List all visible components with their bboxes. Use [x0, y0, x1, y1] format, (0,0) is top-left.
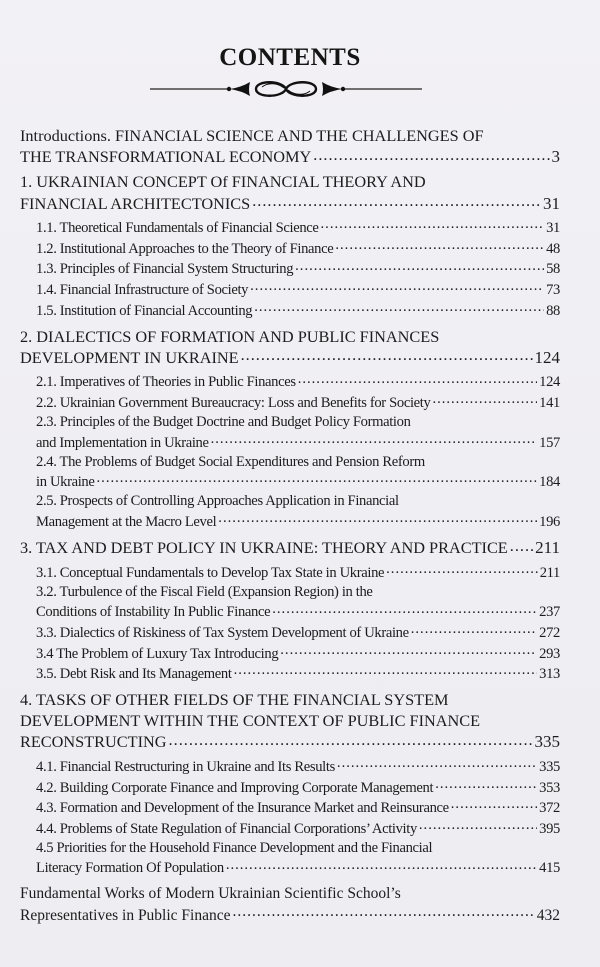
- toc-entry-introduction[interactable]: [20, 125, 560, 167]
- page-number: 335: [534, 732, 560, 752]
- toc-entry-section-4-5[interactable]: [20, 839, 560, 879]
- toc-entry-section-2-2[interactable]: [20, 392, 560, 413]
- dot-leader: [295, 259, 544, 274]
- entry-title-line: and Implementation in Ukraine: [36, 434, 209, 451]
- entry-title-line: DEVELOPMENT WITHIN THE CONTEXT OF PUBLIC FINANCE: [20, 711, 481, 731]
- entry-title-line: Fundamental Works of Modern Ukrainian Scientific School’s: [20, 885, 401, 903]
- page-number: 335: [539, 758, 560, 775]
- dot-leader: [280, 643, 537, 658]
- dot-leader: [250, 279, 544, 294]
- dot-leader: [252, 192, 541, 208]
- toc-entry-section-4-3[interactable]: [20, 798, 560, 819]
- page-number: 196: [539, 513, 560, 530]
- entry-title-line: RECONSTRUCTING: [20, 732, 167, 752]
- toc-entry-chapter-4[interactable]: [20, 689, 560, 752]
- page-number: 31: [543, 193, 560, 213]
- toc-entry-section-4-2[interactable]: [20, 777, 560, 798]
- entry-title-line: 4.5 Priorities for the Household Finance Development and the Financial: [36, 839, 433, 856]
- entry-title: 1.3. Principles of Financial System Structuring: [36, 261, 294, 278]
- page-number: 415: [539, 860, 560, 877]
- entry-title-line: 3.2. Turbulence of the Fiscal Field (Expansion Region) in the: [36, 583, 373, 600]
- dot-leader: [226, 858, 537, 873]
- page-number: 124: [534, 347, 560, 367]
- toc-entry-section-1-2[interactable]: [20, 238, 560, 259]
- entry-title: 4.1. Financial Restructuring in Ukraine and Its Results: [36, 758, 335, 775]
- page-number: 157: [539, 434, 560, 451]
- dot-leader: [321, 218, 545, 233]
- page-number: 211: [539, 564, 560, 581]
- page-number: 272: [539, 624, 560, 641]
- toc-entry-chapter-3[interactable]: [20, 537, 560, 558]
- toc-entry-section-3-4[interactable]: [20, 643, 560, 664]
- page-number: 141: [539, 395, 560, 412]
- page-number: 58: [546, 261, 560, 278]
- page-number: 293: [539, 645, 560, 662]
- entry-title-line: Management at the Macro Level: [36, 513, 217, 530]
- dot-leader: [97, 472, 538, 487]
- entry-title: 3.4 The Problem of Luxury Tax Introducing: [36, 645, 279, 662]
- page-number: 3: [551, 147, 560, 167]
- entry-title: 4.3. Formation and Development of the Insurance Market and Reinsurance: [36, 800, 449, 817]
- entry-title: 3.5. Debt Risk and Its Management: [36, 666, 232, 683]
- entry-title: 3.3. Dialectics of Riskiness of Tax System Development of Ukraine: [36, 624, 409, 641]
- entry-title-line: 3. TAX AND DEBT POLICY IN UKRAINE: THEORY AND PRACTICE: [20, 538, 508, 558]
- dot-leader: [233, 904, 535, 920]
- page-number: 124: [539, 374, 560, 391]
- toc-entry-section-4-4[interactable]: [20, 818, 560, 839]
- dot-leader: [218, 511, 537, 526]
- dot-leader: [313, 146, 549, 162]
- entry-title: 1.1. Theoretical Fundamentals of Financial Science: [36, 220, 319, 237]
- entry-title-line: THE TRANSFORMATIONAL ECONOMY: [20, 147, 312, 167]
- entry-title-line: Conditions of Instability In Public Finance: [36, 604, 271, 621]
- toc-entry-section-2-4[interactable]: [20, 453, 560, 493]
- dot-leader: [241, 347, 533, 363]
- page-number: 184: [539, 474, 560, 491]
- page-number: 31: [546, 220, 560, 237]
- entry-title: 2.2. Ukrainian Government Bureaucracy: Loss and Benefits for Society: [36, 395, 431, 412]
- toc-entry-chapter-1[interactable]: [20, 171, 560, 213]
- entry-title: 4.2. Building Corporate Finance and Improving Corporate Management: [36, 779, 434, 796]
- page-number: 88: [546, 302, 560, 319]
- toc-entry-section-1-4[interactable]: [20, 279, 560, 300]
- toc-entry-section-3-1[interactable]: [20, 562, 560, 583]
- dot-leader: [272, 602, 537, 617]
- toc-entry-section-3-2[interactable]: [20, 583, 560, 623]
- dot-leader: [169, 731, 533, 747]
- entry-title-line: 2.4. The Problems of Budget Social Expenditures and Pension Reform: [36, 453, 425, 470]
- page-number: 353: [539, 779, 560, 796]
- entry-title: 1.4. Financial Infrastructure of Society: [36, 281, 249, 298]
- dot-leader: [298, 372, 537, 387]
- page-number: 237: [539, 604, 560, 621]
- entry-title: 3.1. Conceptual Fundamentals to Develop Tax State in Ukraine: [36, 564, 385, 581]
- entry-title-line: DEVELOPMENT IN UKRAINE: [20, 347, 239, 367]
- page-number: 432: [536, 906, 560, 924]
- toc-entry-section-1-3[interactable]: [20, 259, 560, 280]
- dot-leader: [337, 756, 537, 771]
- entry-title-line: Representatives in Public Finance: [20, 906, 231, 924]
- dot-leader: [432, 392, 537, 407]
- page-number: 73: [546, 281, 560, 298]
- toc-entry-section-1-1[interactable]: [20, 218, 560, 239]
- entry-title-line: 1. UKRAINIAN CONCEPT Of FINANCIAL THEORY AND: [20, 172, 426, 192]
- entry-title-line: Introductions. FINANCIAL SCIENCE AND THE CHALLENGES OF: [20, 126, 484, 145]
- entry-title-line: 2.5. Prospects of Controlling Approaches Application in Financial: [36, 493, 399, 510]
- toc-entry-section-1-5[interactable]: [20, 300, 560, 321]
- toc-entry-section-4-1[interactable]: [20, 756, 560, 777]
- entry-title: 1.2. Institutional Approaches to the Theory of Finance: [36, 240, 334, 257]
- dot-leader: [386, 562, 538, 577]
- dot-leader: [435, 777, 537, 792]
- page-number: 395: [539, 820, 560, 837]
- dot-leader: [335, 238, 544, 253]
- dot-leader: [510, 537, 533, 553]
- entry-title-line: 4. TASKS OF OTHER FIELDS OF THE FINANCIAL SYSTEM: [20, 690, 449, 710]
- page-number: 48: [546, 240, 560, 257]
- entry-title-line: in Ukraine: [36, 474, 95, 491]
- entry-title: 4.4. Problems of State Regulation of Financial Corporations’ Activity: [36, 820, 417, 837]
- page-number: 313: [539, 666, 560, 683]
- entry-title-line: FINANCIAL ARCHITECTONICS: [20, 193, 251, 213]
- toc-entry-section-3-3[interactable]: [20, 622, 560, 643]
- toc-entry-appendix[interactable]: [20, 883, 560, 926]
- dot-leader: [411, 622, 537, 637]
- entry-title: 2.1. Imperatives of Theories in Public Finances: [36, 374, 296, 391]
- entry-title-line: Literacy Formation Of Population: [36, 860, 224, 877]
- dot-leader: [211, 432, 538, 447]
- toc-entry-section-2-1[interactable]: [20, 372, 560, 393]
- dot-leader: [234, 664, 538, 679]
- entry-title: 1.5. Institution of Financial Accounting: [36, 302, 253, 319]
- page-number: 211: [535, 538, 560, 558]
- dot-leader: [419, 818, 537, 833]
- toc-entry-chapter-2[interactable]: [20, 326, 560, 368]
- flourish-divider-icon: [150, 78, 422, 100]
- table-of-contents: [20, 125, 560, 930]
- dot-leader: [451, 798, 537, 813]
- toc-entry-section-3-5[interactable]: [20, 664, 560, 685]
- page-title: CONTENTS: [219, 44, 361, 71]
- page-number: 372: [539, 800, 560, 817]
- dot-leader: [254, 300, 544, 315]
- toc-entry-section-2-5[interactable]: [20, 492, 560, 532]
- entry-title-line: 2. DIALECTICS OF FORMATION AND PUBLIC FINANCES: [20, 326, 440, 346]
- toc-entry-section-2-3[interactable]: [20, 413, 560, 453]
- entry-title-line: 2.3. Principles of the Budget Doctrine and Budget Policy Formation: [36, 414, 411, 431]
